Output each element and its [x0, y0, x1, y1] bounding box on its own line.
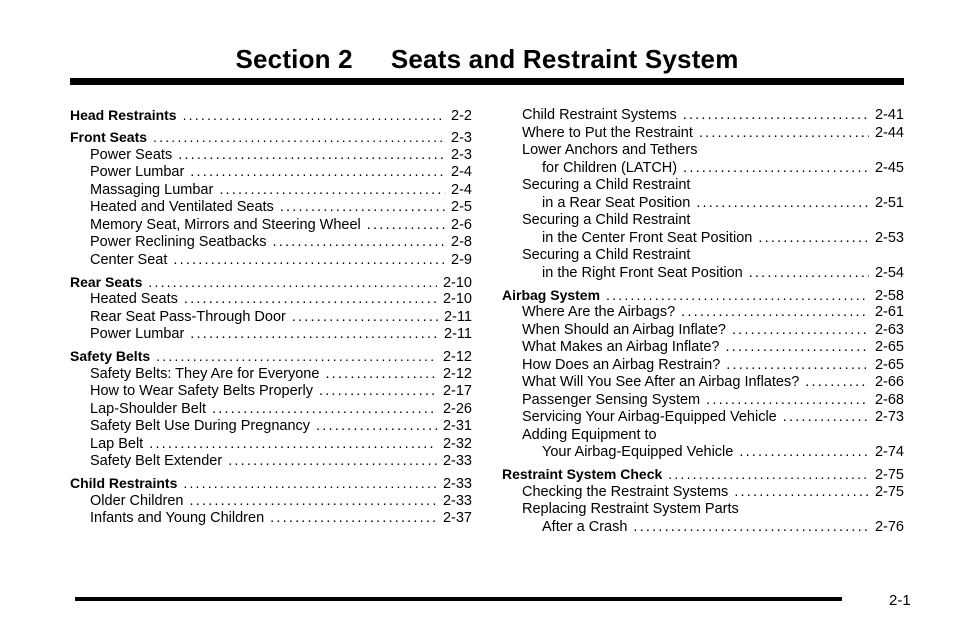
toc-entry[interactable] — [502, 392, 904, 410]
dot-leader — [699, 125, 869, 143]
dot-leader — [280, 199, 445, 217]
toc-entry[interactable] — [70, 418, 472, 436]
toc-entry-page: 2-76 — [874, 518, 904, 535]
toc-entry-page: 2-4 — [451, 181, 472, 198]
toc-entry[interactable] — [502, 322, 904, 340]
dot-leader — [219, 182, 445, 200]
toc-entry-page: 2-31 — [442, 418, 472, 434]
toc-entry — [502, 142, 904, 160]
toc-entry-page: 2-44 — [874, 124, 904, 141]
toc-entry-page: 2-12 — [442, 349, 472, 365]
toc-entry-page: 2-75 — [874, 467, 904, 483]
toc-entry-page: 2-45 — [874, 159, 904, 176]
toc-entry-label: Rear Seats — [70, 273, 143, 290]
toc-entry — [502, 212, 904, 230]
toc-right-column — [502, 107, 904, 536]
toc-entry-label: Passenger Sensing System — [522, 391, 701, 408]
dot-leader — [183, 475, 437, 493]
toc-entry-page: 2-58 — [874, 287, 904, 304]
toc-entry[interactable] — [502, 409, 904, 427]
toc-entry-page: 2-66 — [874, 374, 904, 390]
dot-leader — [739, 444, 869, 462]
toc-entry[interactable] — [502, 444, 904, 462]
dot-leader — [183, 107, 445, 125]
toc-entry — [502, 501, 904, 519]
dot-leader — [783, 409, 869, 427]
toc-entry-page: 2-65 — [874, 339, 904, 355]
toc-entry-label: How Does an Airbag Restrain? — [522, 356, 721, 373]
toc-entry-page: 2-37 — [442, 510, 472, 526]
toc-entry[interactable] — [502, 160, 904, 178]
dot-leader — [606, 287, 869, 305]
toc-entry-label: What Will You See After an Airbag Inflates? — [522, 374, 800, 390]
toc-entry-page: 2-74 — [874, 444, 904, 460]
toc-entry-page: 2-32 — [442, 435, 472, 452]
dot-leader — [148, 274, 437, 292]
toc-entry-label: Where Are the Airbags? — [522, 304, 676, 320]
toc-entry[interactable] — [70, 383, 472, 401]
toc-entry-page: 2-26 — [442, 400, 472, 417]
dot-leader — [212, 401, 437, 419]
toc-entry-page: 2-41 — [874, 107, 904, 123]
toc-entry-page: 2-11 — [444, 308, 472, 325]
toc-entry[interactable] — [70, 291, 472, 309]
toc-entry-page: 2-73 — [874, 409, 904, 425]
toc-entry-label: Heated and Ventilated Seats — [90, 199, 274, 215]
toc-entry-page: 2-61 — [874, 304, 904, 320]
toc-entry-label: Child Restraints — [70, 475, 178, 491]
toc-entry-page: 2-9 — [451, 251, 472, 268]
dot-leader — [190, 326, 438, 344]
toc-entry-label: Securing a Child Restraint — [522, 247, 691, 263]
toc-entry-label: Securing a Child Restraint — [522, 212, 691, 228]
dot-leader — [184, 291, 437, 309]
toc-entry-label: What Makes an Airbag Inflate? — [522, 339, 720, 355]
toc-entry-label: Where to Put the Restraint — [522, 124, 693, 141]
toc-entry-page: 2-54 — [874, 264, 904, 281]
toc-entry-page: 2-53 — [874, 229, 904, 246]
toc-entry-label: in the Right Front Seat Position — [542, 264, 743, 281]
toc-entry-page: 2-68 — [874, 391, 904, 408]
toc-heading[interactable] — [502, 287, 904, 305]
toc-entry-label: Older Children — [90, 492, 184, 509]
toc-entry-label: Airbag System — [502, 286, 601, 303]
toc-entry[interactable] — [502, 339, 904, 357]
toc-entry-label: Safety Belts — [70, 348, 151, 364]
toc-entry-label: Safety Belt Use During Pregnancy — [90, 418, 311, 434]
dot-leader — [270, 510, 437, 528]
toc-entry-label: Child Restraint Systems — [522, 107, 677, 123]
dot-leader — [633, 519, 869, 537]
page-number: 2-1 — [889, 592, 911, 609]
toc-entry-page: 2-12 — [442, 365, 472, 382]
toc-heading[interactable] — [70, 274, 472, 292]
toc-entry-label: Power Lumbar — [90, 164, 185, 180]
toc-heading[interactable] — [70, 475, 472, 493]
dot-leader — [749, 265, 869, 283]
toc-entry[interactable] — [70, 147, 472, 165]
toc-entry-label: Servicing Your Airbag-Equipped Vehicle — [522, 409, 777, 425]
dot-leader — [178, 147, 445, 165]
toc-entry[interactable] — [70, 309, 472, 327]
toc-entry-page: 2-51 — [874, 194, 904, 211]
toc-left-column — [70, 107, 472, 528]
toc-entry-label: Safety Belts: They Are for Everyone — [90, 365, 320, 382]
dot-leader — [683, 160, 869, 178]
toc-entry[interactable] — [70, 182, 472, 200]
toc-entry — [502, 427, 904, 445]
toc-entry — [502, 177, 904, 195]
toc-entry-label: Replacing Restraint System Parts — [522, 501, 739, 517]
toc-entry-label: Power Seats — [90, 146, 173, 163]
dot-leader — [228, 453, 437, 471]
section-name: Seats and Restraint System — [390, 44, 739, 74]
toc-entry-label: Head Restraints — [70, 107, 177, 123]
toc-entry-label: Restraint System Check — [502, 466, 663, 482]
toc-entry-page: 2-33 — [442, 453, 472, 469]
toc-entry[interactable] — [502, 195, 904, 213]
dot-leader — [292, 309, 438, 327]
toc-entry[interactable] — [70, 234, 472, 252]
toc-entry[interactable] — [70, 326, 472, 344]
toc-entry[interactable] — [70, 493, 472, 511]
toc-entry-label: Infants and Young Children — [90, 510, 265, 526]
toc-entry-page: 2-10 — [442, 291, 472, 307]
toc-entry-page: 2-11 — [444, 326, 472, 342]
toc-entry-page: 2-8 — [451, 234, 472, 250]
dot-leader — [153, 129, 445, 147]
toc-entry-label: How to Wear Safety Belts Properly — [90, 383, 313, 399]
toc-entry[interactable] — [70, 401, 472, 419]
toc-heading[interactable] — [70, 129, 472, 147]
dot-leader — [173, 252, 445, 270]
toc-entry[interactable] — [502, 265, 904, 283]
section-number: Section 2 — [235, 44, 353, 74]
dot-leader — [683, 107, 869, 125]
toc-entry-label: Heated Seats — [90, 291, 178, 307]
dot-leader — [149, 436, 437, 454]
toc-entry-page: 2-33 — [442, 476, 472, 492]
toc-entry-page: 2-63 — [874, 321, 904, 338]
toc-entry-label: Adding Equipment to — [522, 426, 657, 443]
dot-leader — [734, 484, 869, 502]
toc-entry-label: for Children (LATCH) — [542, 159, 678, 176]
dot-leader — [316, 418, 437, 436]
toc-entry[interactable] — [502, 107, 904, 125]
toc-entry[interactable] — [70, 453, 472, 471]
dot-leader — [156, 348, 437, 366]
dot-leader — [706, 392, 869, 410]
toc-entry-page: 2-3 — [451, 130, 472, 146]
dot-leader — [681, 304, 869, 322]
toc-entry-label: Your Airbag-Equipped Vehicle — [542, 444, 734, 460]
toc-entry-page: 2-75 — [874, 483, 904, 500]
toc-entry-page: 2-2 — [451, 108, 472, 124]
dot-leader — [758, 230, 869, 248]
toc-entry-page: 2-10 — [442, 274, 472, 291]
dot-leader — [325, 366, 437, 384]
toc-entry-label: Front Seats — [70, 129, 148, 145]
toc-entry-page: 2-33 — [442, 492, 472, 509]
toc-entry[interactable] — [502, 125, 904, 143]
toc-entry[interactable] — [70, 164, 472, 182]
toc-entry-label: Lap Belt — [90, 435, 144, 452]
toc-entry-label: Center Seat — [90, 251, 168, 268]
dot-leader — [725, 339, 868, 357]
dot-leader — [726, 357, 869, 375]
toc-entry-label: Massaging Lumbar — [90, 181, 214, 198]
toc-entry-label: When Should an Airbag Inflate? — [522, 321, 726, 338]
toc-entry[interactable] — [502, 374, 904, 392]
toc-entry-label: Power Reclining Seatbacks — [90, 234, 267, 250]
header-rule — [70, 78, 904, 85]
toc-entry-label: Rear Seat Pass-Through Door — [90, 308, 286, 325]
toc-entry-label: in a Rear Seat Position — [542, 194, 691, 211]
toc-heading[interactable] — [70, 348, 472, 366]
toc-entry[interactable] — [502, 484, 904, 502]
toc-entry[interactable] — [70, 510, 472, 528]
dot-leader — [190, 493, 437, 511]
toc-entry[interactable] — [502, 230, 904, 248]
dot-leader — [273, 234, 446, 252]
toc-entry-page: 2-4 — [451, 164, 472, 180]
dot-leader — [190, 164, 445, 182]
dot-leader — [319, 383, 437, 401]
toc-entry[interactable] — [502, 519, 904, 537]
footer-rule — [75, 597, 842, 601]
toc-heading[interactable] — [70, 107, 472, 125]
dot-leader — [367, 217, 445, 235]
dot-leader — [668, 466, 869, 484]
toc-entry[interactable] — [70, 217, 472, 235]
toc-entry[interactable] — [502, 357, 904, 375]
toc-entry-label: After a Crash — [542, 518, 628, 535]
toc-entry-label: Checking the Restraint Systems — [522, 483, 729, 500]
toc-entry-label: Lower Anchors and Tethers — [522, 142, 698, 158]
toc-entry-label: in the Center Front Seat Position — [542, 229, 753, 246]
toc-entry[interactable] — [70, 252, 472, 270]
toc-entry[interactable] — [70, 436, 472, 454]
toc-entry-label: Lap-Shoulder Belt — [90, 400, 207, 417]
dot-leader — [696, 195, 869, 213]
toc-entry-label: Securing a Child Restraint — [522, 177, 691, 193]
toc-entry-page: 2-65 — [874, 356, 904, 373]
dot-leader — [732, 322, 869, 340]
toc-entry-label: Memory Seat, Mirrors and Steering Wheel — [90, 216, 361, 233]
dot-leader — [805, 374, 869, 392]
toc-heading[interactable] — [502, 466, 904, 484]
toc-entry — [502, 247, 904, 265]
toc-entry-label: Power Lumbar — [90, 326, 185, 342]
toc-entry-page: 2-6 — [451, 216, 472, 233]
toc-entry-label: Safety Belt Extender — [90, 453, 223, 469]
toc-entry-page: 2-3 — [451, 146, 472, 163]
toc-entry-page: 2-17 — [442, 383, 472, 399]
section-title — [70, 44, 904, 75]
toc-entry[interactable] — [70, 199, 472, 217]
toc-entry[interactable] — [502, 304, 904, 322]
toc-entry[interactable] — [70, 366, 472, 384]
toc-entry-page: 2-5 — [451, 199, 472, 215]
